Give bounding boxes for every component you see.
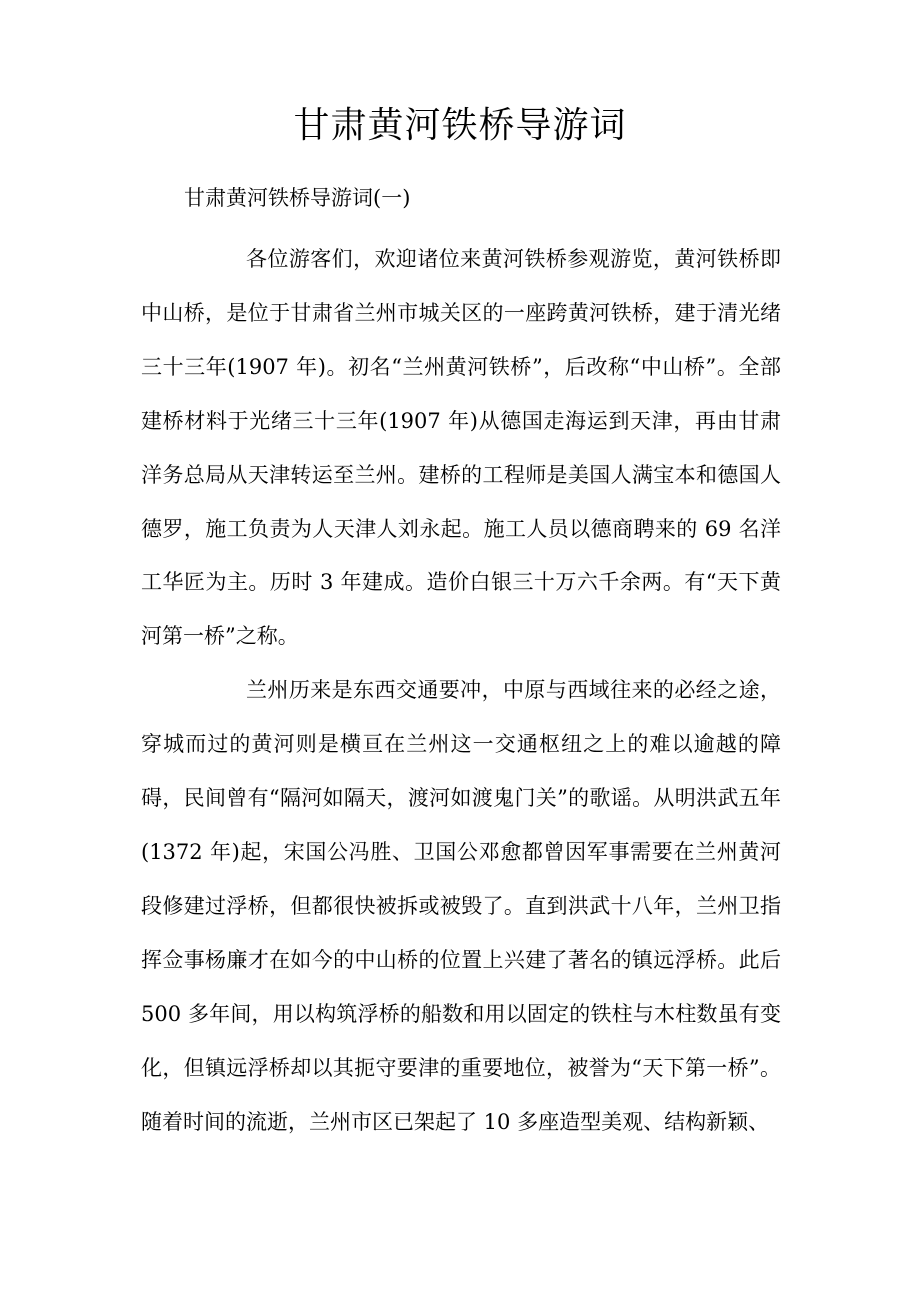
document-body xyxy=(141,233,781,1149)
body-paragraph: 兰州历来是东西交通要冲，中原与西域往来的必经之途，穿城而过的黄河则是横亘在兰州这一交通枢纽之上的难以逾越的障碍，民间曾有“隔河如隔天，渡河如渡鬼门关”的歌谣。从明洪武五年(1372 年)起，宋国公冯胜、卫国公邓愈都曾因军事需要在兰州黄河段修建过浮桥，但都很快被拆或被毁了。直到洪武十八年，兰州卫指挥佥事杨廉才在如今的中山桥的位置上兴建了著名的镇远浮桥。此后 500 多年间，用以构筑浮桥的船数和用以固定的铁柱与木柱数虽有变化，但镇远浮桥却以其扼守要津的重要地位，被誉为“天下第一桥”。随着时间的流逝，兰州市区已架起了 10 多座造型美观、结构新颖、 xyxy=(141,678,781,1134)
body-paragraph: 各位游客们，欢迎诸位来黄河铁桥参观游览，黄河铁桥即中山桥，是位于甘肃省兰州市城关区的一座跨黄河铁桥，建于清光绪三十三年(1907 年)。初名“兰州黄河铁桥”，后改称“中山桥”。全部建桥材料于光绪三十三年(1907 年)从德国走海运到天津，再由甘肃洋务总局从天津转运至兰州。建桥的工程师是美国人满宝本和德国人德罗，施工负责为人天津人刘永起。施工人员以德商聘来的 69 名洋工华匠为主。历时 3 年建成。造价白银三十万六千余两。有“天下黄河第一桥”之称。 xyxy=(141,247,781,649)
document-subtitle: 甘肃黄河铁桥导游词(一) xyxy=(184,186,411,210)
document-title: 甘肃黄河铁桥导游词 xyxy=(293,105,627,146)
